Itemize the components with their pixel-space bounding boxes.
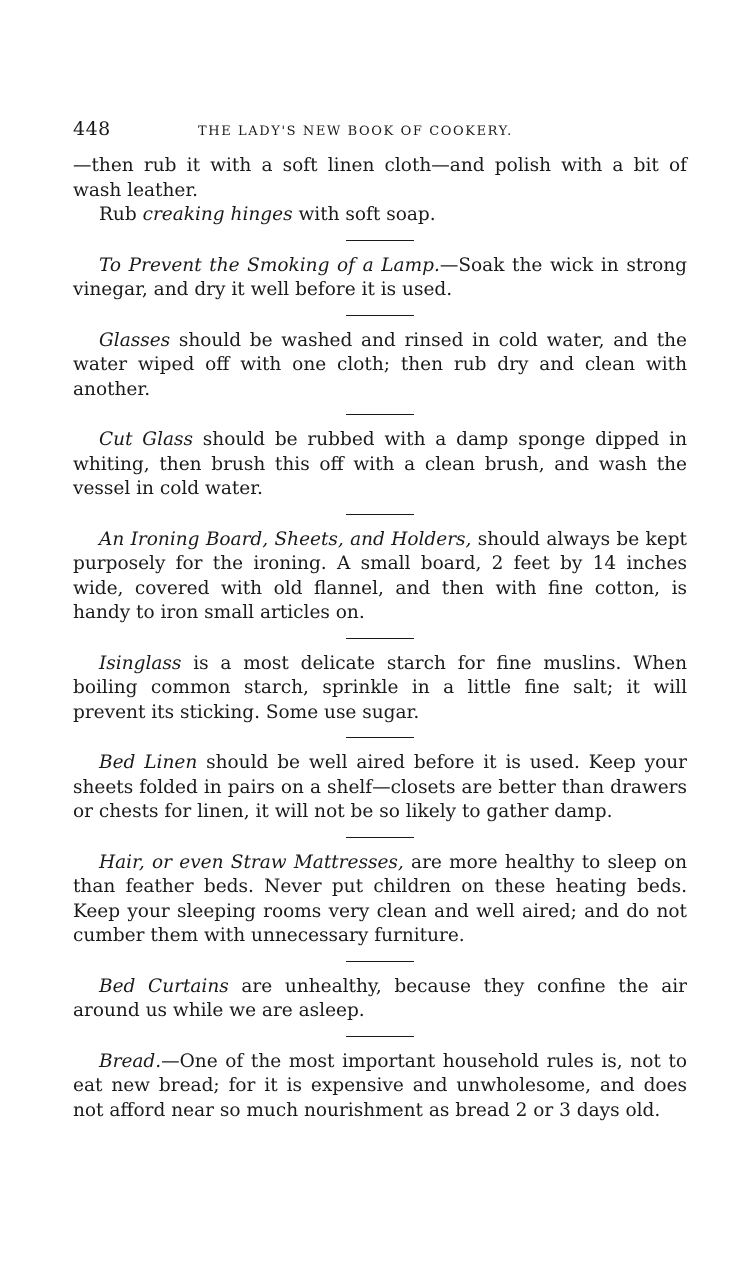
paragraph-heading: creaking hinges (142, 204, 293, 225)
book-page (73, 118, 687, 1123)
paragraph-continuation (73, 154, 687, 203)
paragraph-heading: Hair, or even Straw Mattresses, (99, 851, 404, 873)
section-divider (346, 414, 414, 415)
section-divider (346, 961, 414, 962)
paragraph-heading: Bed Curtains (99, 975, 229, 997)
paragraph-lamp (73, 254, 687, 303)
paragraph-heading: Glasses (99, 329, 171, 351)
paragraph-cut-glass (73, 428, 687, 502)
paragraph-text: should always be kept purposely for the ironing. A small board, 2 feet by 14 inches wide, covered with old flannel, and then with fine cotton, is handy to iron small articles on. (73, 528, 687, 623)
section-divider (346, 315, 414, 316)
section-divider (346, 837, 414, 838)
paragraph-bed-linen (73, 751, 687, 825)
page-header (73, 118, 687, 146)
paragraph-heading: Cut Glass (99, 429, 194, 450)
section-divider (346, 1036, 414, 1037)
page-number: 448 (73, 118, 111, 140)
paragraph-text: are more healthy to sleep on than feather beds. Never put children on these heating beds. Keep your sleeping rooms very clean and well aired; and do not cumber them with unnecessary furniture. (73, 851, 687, 946)
section-divider (346, 240, 414, 241)
paragraph-bed-curtains (73, 975, 687, 1024)
paragraph-text: should be well aired before it is used. Keep your sheets folded in pairs on a shelf—closets are better than drawers or chests for linen, it will not be so likely to gather damp. (73, 752, 687, 822)
paragraph-glasses (73, 329, 687, 403)
paragraph-text: are unhealthy, because they confine the air around us while we are asleep. (73, 975, 687, 1021)
paragraph-text: should be rubbed with a damp sponge dipped in whiting, then brush this off with a clean brush, and wash the vessel in cold water. (73, 429, 687, 499)
paragraph-text: —One of the most important household rules is, not to eat new bread; for it is expensive and unwholesome, and does not afford near so much nourishment as bread 2 or 3 days old. (73, 1050, 687, 1121)
paragraph-heading: Isinglass (99, 652, 182, 674)
paragraph-heading: An Ironing Board, Sheets, and Holders, (99, 528, 472, 550)
section-divider (346, 638, 414, 639)
paragraph-isinglass (73, 652, 687, 726)
paragraph-heading: Bed Linen (99, 752, 198, 773)
paragraph-hinges (73, 203, 687, 228)
paragraph-text: is a most delicate starch for fine muslins. When boiling common starch, sprinkle in a little fine salt; it will prevent its sticking. Some use sugar. (73, 652, 687, 723)
paragraph-text: should be washed and rinsed in cold water, and the water wiped off with one cloth; then rub dry and clean with another. (73, 329, 687, 400)
paragraph-prefix: Rub (99, 204, 143, 225)
paragraph-text: —then rub it with a soft linen cloth—and polish with a bit of wash leather. (73, 155, 687, 201)
running-title: THE LADY'S NEW BOOK OF COOKERY. (198, 124, 513, 139)
paragraph-bread (73, 1050, 687, 1124)
paragraph-heading: To Prevent the Smoking of a Lamp. (99, 254, 440, 276)
paragraph-text: with soft soap. (292, 204, 436, 225)
section-divider (346, 737, 414, 738)
section-divider (346, 514, 414, 515)
paragraph-text: —Soak the wick in strong vinegar, and dry it well before it is used. (73, 254, 687, 300)
paragraph-heading: Bread. (99, 1050, 162, 1072)
paragraph-ironing (73, 528, 687, 626)
paragraph-mattresses (73, 851, 687, 949)
